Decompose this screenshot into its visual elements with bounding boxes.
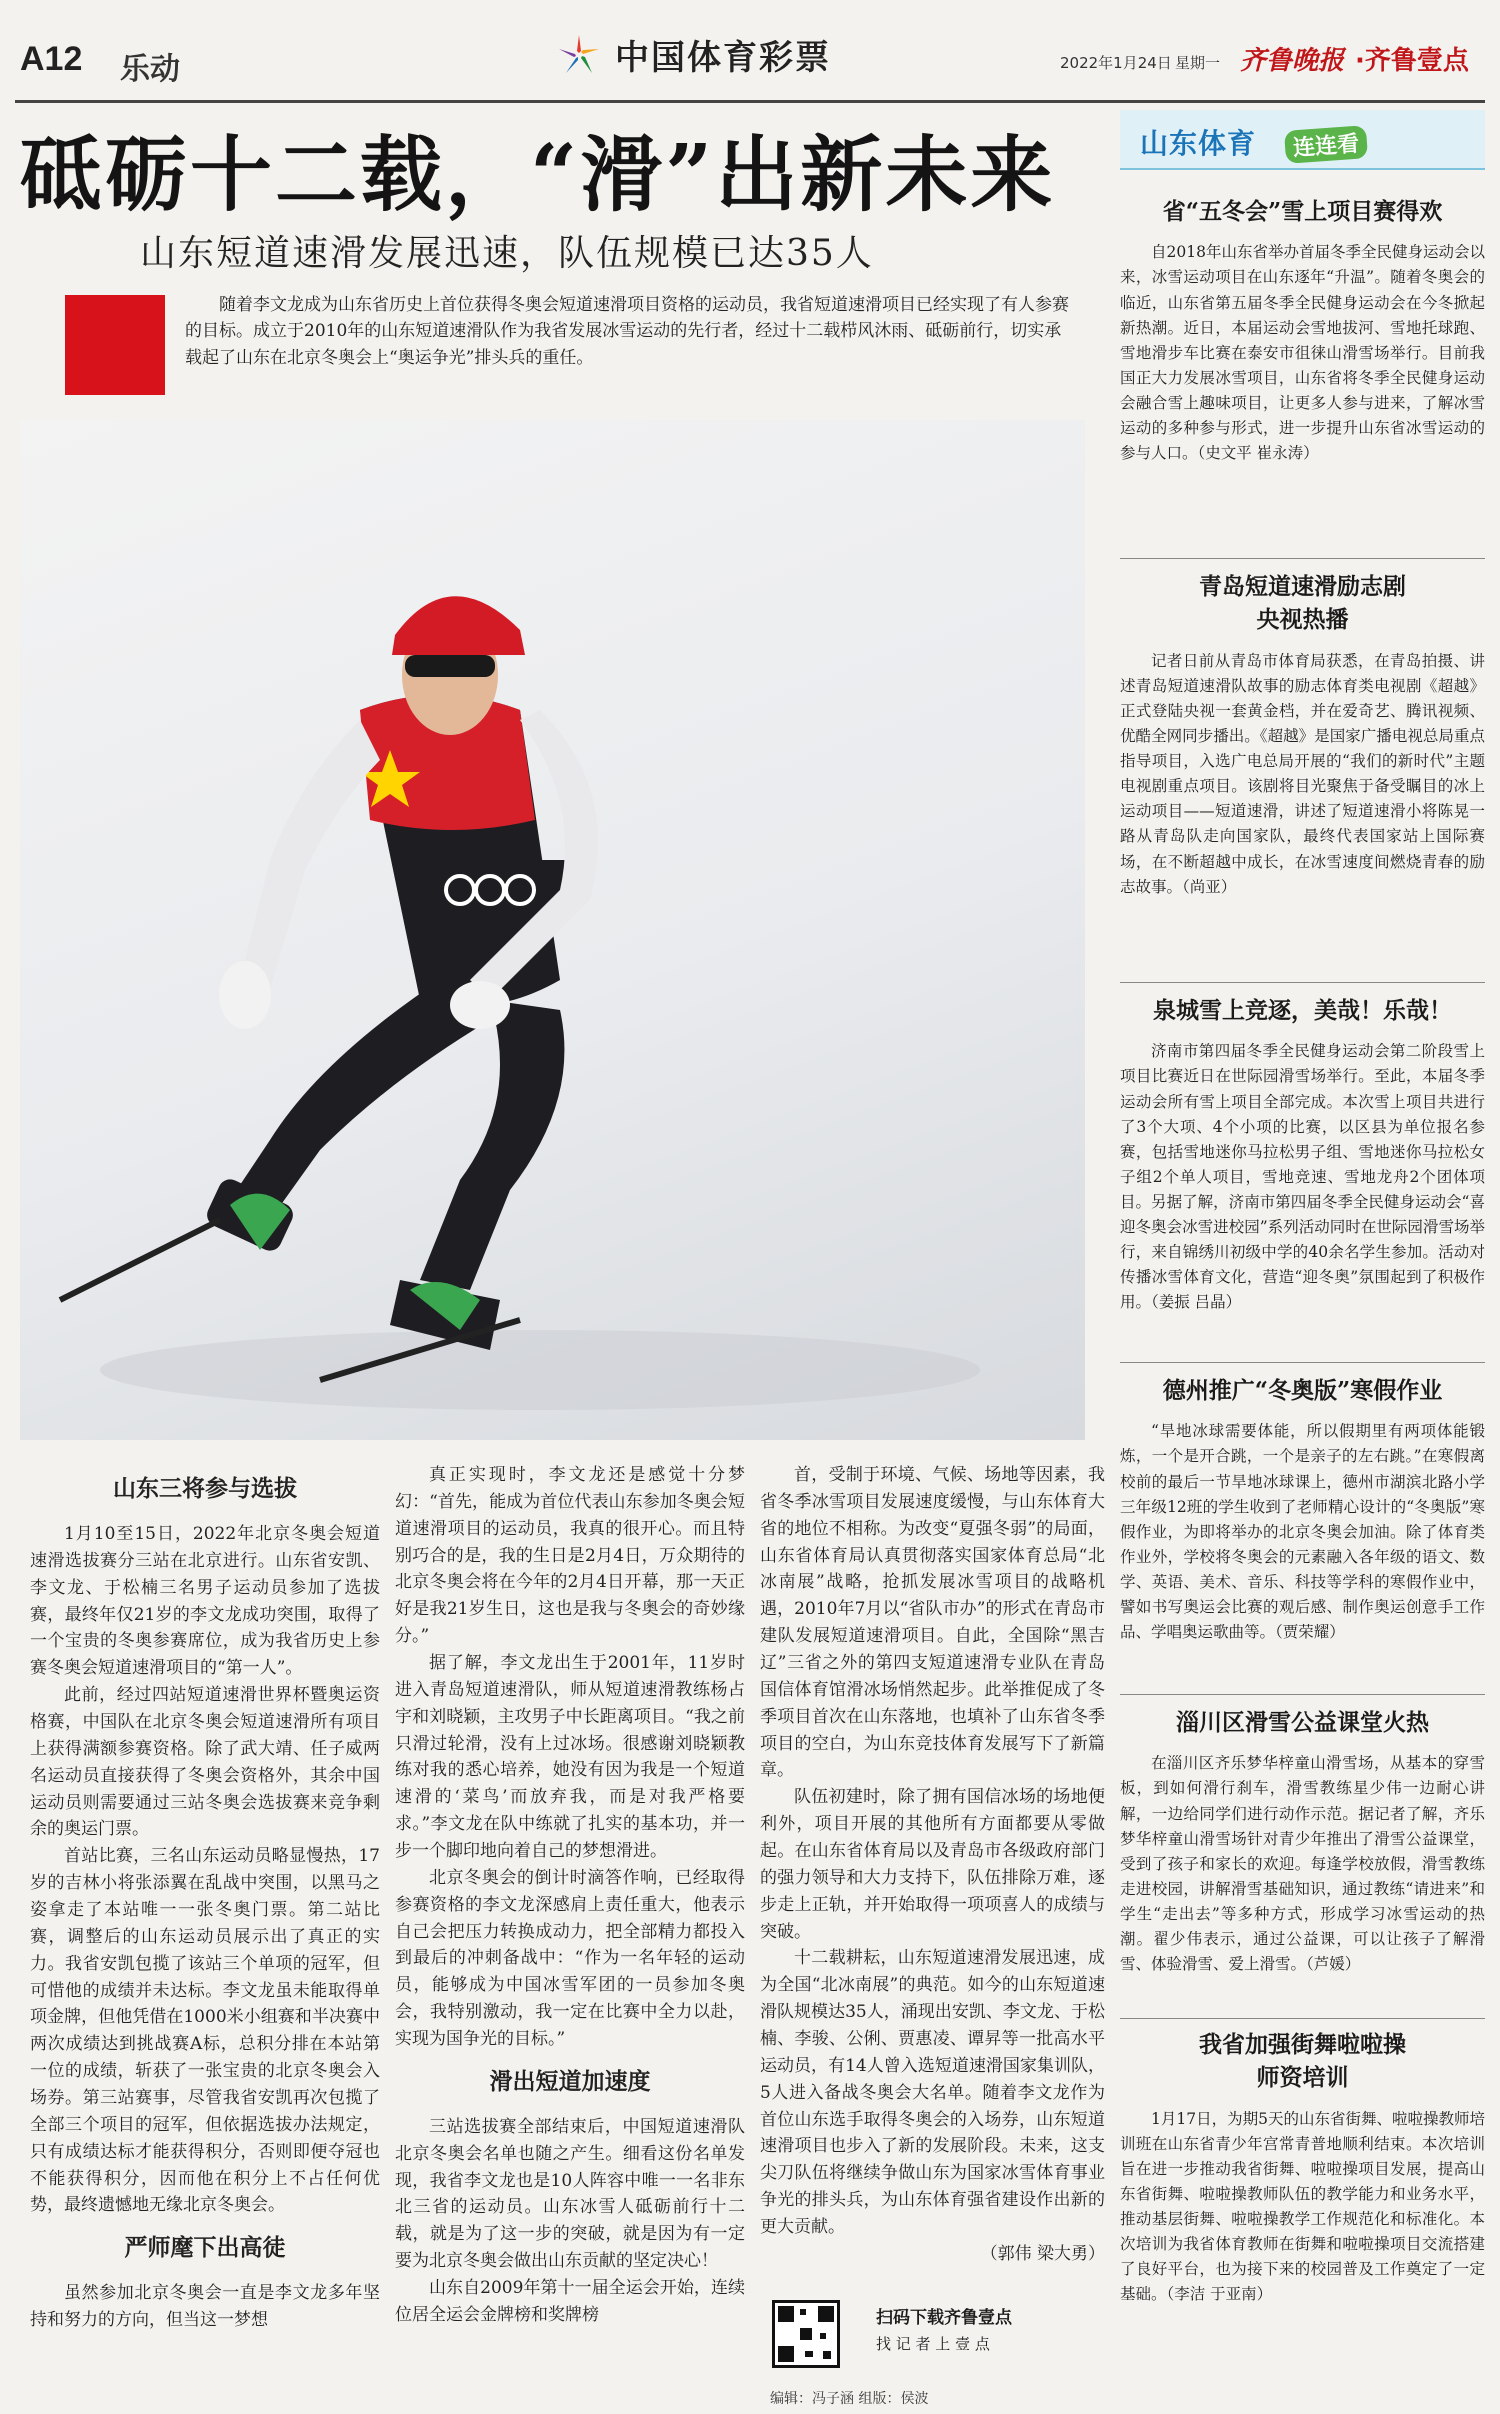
page-header	[0, 0, 1500, 100]
paragraph: 山东自2009年第十一届全运会开始，连续位居全运会金牌榜和奖牌榜	[395, 2278, 745, 2325]
sidebar-story	[1120, 994, 1485, 1316]
story-body: “旱地冰球需要体能，所以假期里有两项体能锻炼，一个是开合跳，一个是亲子的左右跳。”在寒假离校前的最后一节旱地冰球课上，德州市湖滨北路小学三年级12班的学生收到了老师精心设计的“冬奥版”寒假作业，为即将举办的北京冬奥会加油。除了体育类作业外，学校将冬奥会的元素融入各年级的语文、数学、英语、美术、音乐、科技等学科的寒假作业中，譬如书写奥运会比赛的观后感、制作奥运创意手工作品、学唱奥运歌曲等。（贾荣耀）	[1120, 1422, 1485, 1642]
skater-photo	[20, 420, 1085, 1440]
app-masthead: ·齐鲁壹点	[1355, 46, 1469, 76]
article-column-2	[395, 1462, 745, 2329]
sidebar-story	[1120, 570, 1485, 900]
story-title: 泉城雪上竞逐，美哉！乐哉！	[1153, 997, 1452, 1024]
sidebar-story	[1120, 195, 1485, 466]
paragraph: 队伍初建时，除了拥有国信冰场的场地便利外，项目开展的其他所有方面都要从零做起。在山东省体育局以及青岛市各级政府部门的强力领导和大力支持下，队伍排除万难，逐步走上正轨，并开始取得一项项喜人的成绩与突破。	[760, 1787, 1105, 1942]
story-body: 自2018年山东省举办首届冬季全民健身运动会以来，冰雪运动项目在山东逐年“升温”。随着冬奥会的临近，山东省第五届冬季全民健身运动会在今冬掀起新热潮。近日，本届运动会雪地拔河、雪地托球跑、雪地滑步车比赛在泰安市徂徕山滑雪场举行。目前我国正大力发展冰雪项目，山东省将冬季全民健身运动会融合雪上趣味项目，让更多人参与进来，了解冰雪运动的多种参与形式，进一步提升山东省冰雪运动的参与人口。（史文平 崔永涛）	[1120, 243, 1485, 463]
divider	[1120, 1362, 1485, 1363]
paragraph: 据了解，李文龙出生于2001年，11岁时进入青岛短道速滑队，师从短道速滑教练杨占宇和刘晓颖，主攻男子中长距离项目。“我之前只滑过轮滑，没有上过冰场。很感谢刘晓颖教练对我的悉心培养，她没有因为我是一个短道速滑的‘菜鸟’而放弃我，而是对我严格要求。”李文龙在队中练就了扎实的基本功，并一步一个脚印地向着自己的梦想滑进。	[395, 1653, 745, 1862]
paragraph: 虽然参加北京冬奥会一直是李文龙多年坚持和努力的方向，但当这一梦想	[30, 2283, 380, 2331]
subheading: 山东三将参与选拔	[113, 1476, 297, 1502]
paragraph: 北京冬奥会的倒计时滴答作响，已经取得参赛资格的李文龙深感肩上责任重大，他表示自己会把压力转换成动力，把全部精力都投入到最后的冲刺备战中：“作为一名年轻的运动员，能够成为中国冰雪军团的一员参加冬奥会，我特别激动，我一定在比赛中全力以赴，实现为国争光的目标。”	[395, 1867, 745, 2050]
story-body: 在淄川区齐乐梦华梓童山滑雪场，从基本的穿雪板，到如何滑行刹车，滑雪教练星少伟一边耐心讲解，一边给同学们进行动作示范。据记者了解，齐乐梦华梓童山滑雪场针对青少年推出了滑雪公益课堂，受到了孩子和家长的欢迎。每逢学校放假，滑雪教练走进校园，讲解滑雪基础知识，通过教练“请进来”和学生“走出去”等多种方式，形成学习冰雪运动的热潮。翟少伟表示，通过公益课，可以让孩子了解滑雪、体验滑雪、爱上滑雪。（芦媛）	[1120, 1754, 1485, 1974]
issue-date: 2022年1月24日	[1060, 54, 1172, 72]
paragraph: 此前，经过四站短道速滑世界杯暨奥运资格赛，中国队在北京冬奥会短道速滑所有项目上获得满额参赛资格。除了武大靖、任子威两名运动员直接获得了冬奥会资格外，其余中国运动员则需要通过三站冬奥会选拔赛来竞争剩余的奥运门票。	[30, 1685, 380, 1840]
sidebar-story	[1120, 2028, 1485, 2308]
sidebar-news	[1120, 110, 1485, 2400]
divider	[1120, 1694, 1485, 1695]
byline: （郭伟 梁大勇）	[980, 2243, 1105, 2264]
newspaper-masthead: 齐鲁晚报	[1240, 46, 1345, 76]
issue-weekday: 星期一	[1175, 54, 1221, 72]
story-title: 我省加强街舞啦啦操师资培训	[1199, 2031, 1406, 2092]
paragraph: 首，受制于环境、气候、场地等因素，我省冬季冰雪项目发展速度缓慢，与山东体育大省的地位不相称。为改变“夏强冬弱”的局面，山东省体育局认真贯彻落实国家体育总局“北冰南展”战略，抢抓发展冰雪项目的战略机遇，2010年7月以“省队市办”的形式在青岛市建队发展短道速滑项目。自此，全国除“黑吉辽”三省之外的第四支短道速滑专业队在青岛国信体育馆滑冰场悄然起步。此举推促成了冬季项目首次在山东落地，也填补了山东省冬季项目的空白，为山东竞技体育发展写下了新篇章。	[760, 1465, 1105, 1781]
divider	[1120, 982, 1485, 983]
sidebar-banner	[1120, 110, 1485, 170]
lottery-star-icon	[555, 31, 603, 79]
paragraph: 真正实现时，李文龙还是感觉十分梦幻：“首先，能成为首位代表山东参加冬奥会短道速滑项目的运动员，我真的很开心。而且特别巧合的是，我的生日是2月4日，万众期待的北京冬奥会将在今年的2月4日开幕，那一天正好是我21岁生日，这也是我与冬奥会的奇妙缘分。”	[395, 1465, 745, 1647]
qr-line-2: 找 记 者 上 壹 点	[876, 2335, 990, 2354]
lottery-title: 中国体育彩票	[615, 38, 831, 78]
lottery-banner	[555, 30, 831, 79]
article-lead: 随着李文龙成为山东省历史上首位获得冬奥会短道速滑项目资格的运动员，我省短道速滑项目已经实现了有人参赛的目标。成立于2010年的山东短道速滑队作为我省发展冰雪运动的先行者，经过十二载栉风沐雨、砥砺前行，切实承载起了山东在北京冬奥会上“奥运争光”排头兵的重任。	[185, 295, 1069, 368]
editor-credit: 编辑：冯子涵 组版：侯波	[770, 2391, 929, 2407]
article-headline: 砥砺十二载，“滑”出新未来	[20, 127, 1056, 223]
sidebar-badge: 连连看	[1284, 125, 1368, 164]
divider	[1120, 2018, 1485, 2019]
qr-line-1: 扫码下载齐鲁壹点	[876, 2308, 1012, 2328]
section-name: 乐动	[120, 52, 180, 87]
paragraph: 十二载耕耘，山东短道速滑发展迅速，成为全国“北冰南展”的典范。如今的山东短道速滑队规模达35人，涌现出安凯、李文龙、于松楠、李骏、公俐、贾惠凌、谭昇等一批高水平运动员，有14人曾入选短道速滑国家集训队，5人进入备战冬奥会大名单。随着李文龙作为首位山东选手取得冬奥会的入场券，山东短道速滑项目也步入了新的发展阶段。未来，这支尖刀队伍将继续争做山东为国家冰雪体育事业争光的排头兵，为山东体育强省建设作出新的更大贡献。	[760, 1948, 1105, 2238]
page-number: A12	[20, 40, 83, 78]
paragraph: 三站选拔赛全部结束后，中国短道速滑队北京冬奥会名单也随之产生。细看这份名单发现，我省李文龙也是10人阵容中唯一一名非东北三省的运动员。山东冰雪人砥砺前行十二载，就是为了这一步的突破，就是因为有一定要为北京冬奥会做出山东贡献的坚定决心！	[395, 2116, 745, 2272]
story-body: 记者日前从青岛市体育局获悉，在青岛拍摄、讲述青岛短道速滑队故事的励志体育类电视剧《超越》正式登陆央视一套黄金档，并在爱奇艺、腾讯视频、优酷全网同步播出。《超越》是国家广播电视总局重点指导项目，入选广电总局开展的“我们的新时代”主题电视剧重点项目。该剧将目光聚焦于备受瞩目的冰上运动项目——短道速滑，讲述了短道速滑小将陈晃一路从青岛队走向国家队，最终代表国家站上国际赛场，在不断超越中成长，在冰雪速度间燃烧青春的励志故事。（尚亚）	[1120, 651, 1485, 896]
article-column-3	[760, 1462, 1105, 2268]
story-title: 青岛短道速滑励志剧央视热播	[1199, 573, 1406, 634]
sidebar-story	[1120, 1706, 1485, 1977]
sidebar-story	[1120, 1374, 1485, 1645]
story-body: 济南市第四届冬季全民健身运动会第二阶段雪上项目比赛近日在世际园滑雪场举行。至此，本届冬季运动会所有雪上项目全部完成。本次雪上项目共进行了3个大项、4个小项的比赛，以区县为单位报名参赛，包括雪地迷你马拉松男子组、雪地迷你马拉松女子组2个单人项目，雪地竞速、雪地龙舟2个团体项目。另据了解，济南市第四届冬季全民健身运动会“喜迎冬奥会冰雪进校园”系列活动同时在世际园滑雪场举行，来自锦绣川初级中学的40余名学生参加。活动对传播冰雪体育文化，营造“迎冬奥”氛围起到了积极作用。（姜振 吕晶）	[1120, 1042, 1485, 1312]
story-title: 德州推广“冬奥版”寒假作业	[1162, 1377, 1443, 1404]
header-rule	[15, 100, 1485, 103]
story-title: 省“五冬会”雪上项目赛得欢	[1162, 198, 1443, 225]
paragraph: 首站比赛，三名山东运动员略显慢热，17岁的吉林小将张添翼在乱战中突围，以黑马之姿拿走了本站唯一一张冬奥门票。第二站比赛，调整后的山东运动员展示出了真正的实力。我省安凯包揽了该站三个单项的冠军，但可惜他的成绩并未达标。李文龙虽未能取得单项金牌，但他凭借在1000米小组赛和半决赛中两次成绩达到挑战赛A标，总积分排在本站第一位的成绩，斩获了一张宝贵的北京冬奥会入场券。第三站赛事，尽管我省安凯再次包揽了全部三个项目的冠军，但依据选拔办法规定，只有成绩达标才能获得积分，否则即便夺冠也不能获得积分，因而他在积分上不占任何优势，最终遗憾地无缘北京冬奥会。	[30, 1846, 380, 2216]
article-subhead: 山东短道速滑发展迅速，队伍规模已达35人	[140, 233, 874, 274]
subheading: 严师麾下出高徒	[124, 2235, 286, 2262]
skater-illustration	[20, 420, 1085, 1440]
qr-instructions	[876, 2305, 1012, 2356]
story-title: 淄川区滑雪公益课堂火热	[1176, 1709, 1429, 1736]
article-column-1	[30, 1460, 380, 2334]
lead-red-block	[65, 295, 165, 395]
divider	[1120, 558, 1485, 559]
paragraph: 1月10至15日，2022年北京冬奥会短道速滑选拔赛分三站在北京进行。山东省安凯、李文龙、于松楠三名男子运动员参加了选拔赛，最终年仅21岁的李文龙成功突围，取得了一个宝贵的冬奥参赛席位，成为我省历史上参赛冬奥会短道速滑项目的“第一人”。	[30, 1524, 380, 1679]
subheading: 滑出短道加速度	[489, 2068, 651, 2095]
story-body: 1月17日，为期5天的山东省街舞、啦啦操教师培训班在山东省青少年宫常青普地顺利结束。本次培训旨在进一步推动我省街舞、啦啦操项目发展，提高山东省街舞、啦啦操教师队伍的教学能力和业务水平，推动基层街舞、啦啦操教学工作规范化和标准化。本次培训为我省体育教师在街舞和啦啦操项目交流搭建了良好平台，也为接下来的校园普及工作奠定了一定基础。（李洁 于亚南）	[1120, 2109, 1485, 2304]
qr-code-icon[interactable]	[772, 2300, 840, 2368]
sidebar-title: 山东体育	[1140, 127, 1257, 160]
